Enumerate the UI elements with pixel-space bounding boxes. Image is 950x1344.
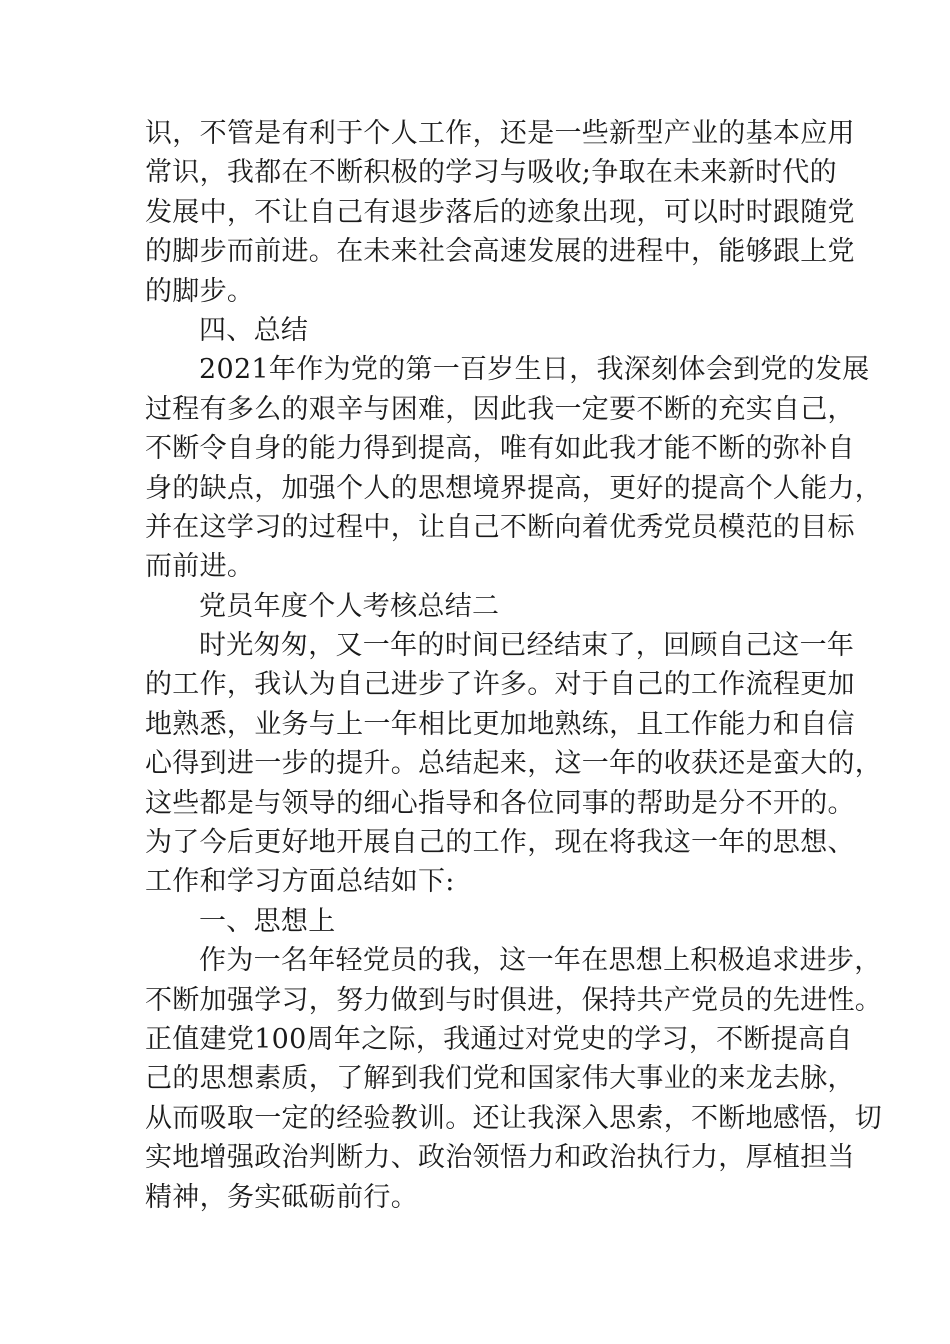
text-line: 的工作，我认为自己进步了许多。对于自己的工作流程更加 xyxy=(145,669,855,701)
text-line: 一、思想上 xyxy=(199,905,336,937)
text-line: 地熟悉，业务与上一年相比更加地熟练，且工作能力和自信 xyxy=(145,708,855,740)
text-line: 过程有多么的艰辛与困难，因此我一定要不断的充实自己， xyxy=(145,393,855,425)
text-line: 不断令自身的能力得到提高，唯有如此我才能不断的弥补自 xyxy=(145,433,855,465)
text-line: 并在这学习的过程中，让自己不断向着优秀党员模范的目标 xyxy=(145,511,855,543)
text-line: 身的缺点，加强个人的思想境界提高，更好的提高个人能力， xyxy=(145,472,883,504)
text-line: 而前进。 xyxy=(145,551,255,583)
text-line: 作为一名年轻党员的我，这一年在思想上积极追求进步， xyxy=(199,945,882,977)
text-line: 正值建党100周年之际，我通过对党史的学习，不断提高自 xyxy=(145,1023,853,1055)
text-line: 的脚步。 xyxy=(145,275,255,307)
text-line: 四、总结 xyxy=(199,314,309,346)
document-body xyxy=(145,114,883,1217)
text-line: 工作和学习方面总结如下: xyxy=(145,866,455,898)
text-line: 为了今后更好地开展自己的工作，现在将我这一年的思想、 xyxy=(145,827,855,859)
text-line: 时光匆匆，又一年的时间已经结束了，回顾自己这一年 xyxy=(199,630,855,662)
text-line: 己的思想素质，了解到我们党和国家伟大事业的来龙去脉， xyxy=(145,1063,855,1095)
text-line: 精神，务实砥砺前行。 xyxy=(145,1181,418,1213)
text-line: 识，不管是有利于个人工作，还是一些新型产业的基本应用 xyxy=(145,118,855,149)
text-line: 发展中，不让自己有退步落后的迹象出现，可以时时跟随党 xyxy=(145,196,855,228)
text-line: 的脚步而前进。在未来社会高速发展的进程中，能够跟上党 xyxy=(145,236,855,268)
text-line: 2021年作为党的第一百岁生日，我深刻体会到党的发展 xyxy=(199,354,870,386)
text-line: 党员年度个人考核总结二 xyxy=(199,590,500,622)
text-line: 实地增强政治判断力、政治领悟力和政治执行力，厚植担当 xyxy=(145,1142,855,1174)
text-line: 从而吸取一定的经验教训。还让我深入思索，不断地感悟，切 xyxy=(145,1102,883,1134)
text-line: 常识，我都在不断积极的学习与吸收;争取在未来新时代的 xyxy=(145,157,837,189)
text-line: 这些都是与领导的细心指导和各位同事的帮助是分不开的。 xyxy=(145,787,855,819)
text-line: 心得到进一步的提升。总结起来，这一年的收获还是蛮大的， xyxy=(145,748,883,780)
text-line: 不断加强学习，努力做到与时俱进，保持共产党员的先进性。 xyxy=(145,984,883,1016)
